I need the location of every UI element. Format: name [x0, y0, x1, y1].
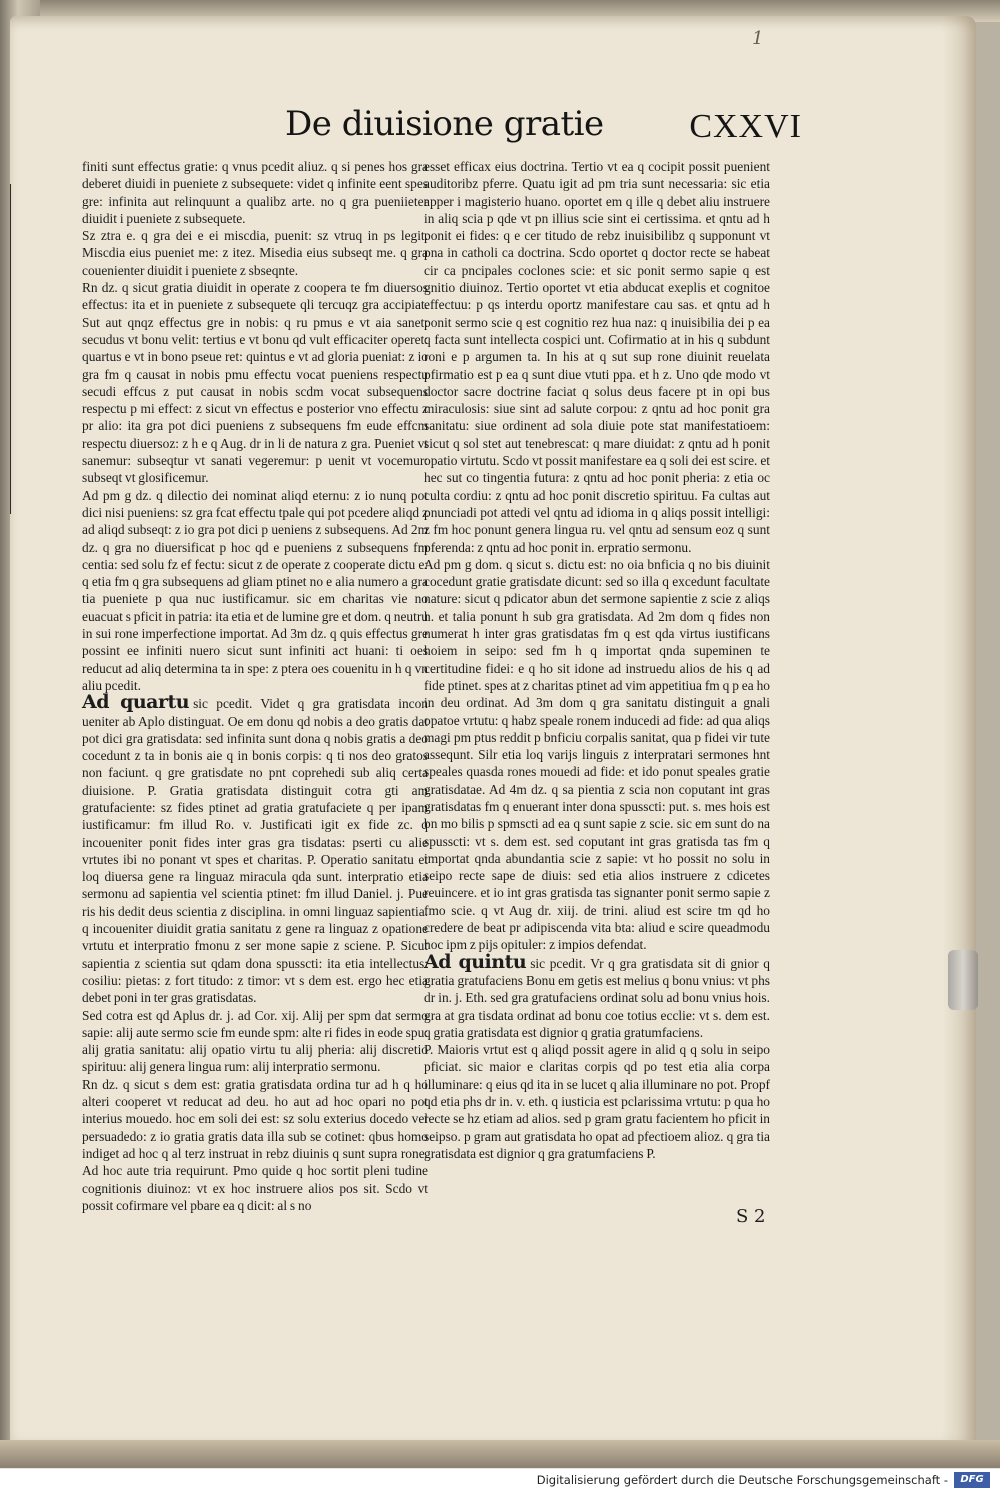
left-paragraph-6: Sed cotra est qd Aplus dr. j. ad Cor. xij. Alij per spm dat sermo sapie: alij aute sermo scie fm eunde spm: alte ri fides in eode spu: alij gratia sanitatu: alij opatio virtu tu alij pheria: alij discretio spirituu: alij genera lingua rum: alij interpratio sermonu. [82, 1007, 428, 1075]
article-four [82, 691, 429, 1006]
right-paragraph-3: sic pcedit. Vr q gra gratisdata sit di gnior q gratia gratufaciens Bonu em getis est melius q bonu vnius: vt phs dr in. j. Eth. sed gra gratufaciens ordinat solu ad bonu vnius hois. gra at gra tisdata ordinat ad bonu coe totius ecclie: vt s. dem est. q gratia gratisdata est dignior q gratia gratumfaciens. [424, 955, 770, 1040]
right-column [424, 158, 770, 1162]
section-title-ad-quartum: Ad quartu [82, 691, 190, 714]
dfg-logo: DFG [954, 1472, 990, 1488]
folio-number: CXXVI [689, 108, 802, 145]
right-paragraph-1: esset efficax eius doctrina. Tertio vt ea q cocipit possit puenient auditoribz pferre. Quatu igit ad pm tria sunt necessaria: sic etia apper i magisterio huano. oportet em q ille q debet aliu instruere in aliq scia p qde vt pn illius scie sint ei certissima. et qntu ad h ponit ei fides: q e cer titudo de rebz inuisibilibz q supponunt vt pna in catholi ca doctrina. Scdo oportet q doctor recte se habeat cir ca pncipales coclones scie: et sic ponit sermo sapie q est gnitio diuinoz. Tertio oportet vt etia abducat exeplis et cognitoe effectuu: p qs interdu oportz manifestare cau sas. et qntu ad h ponit sermo scie q est cognitio rez hua naz: q inuisibilia dei p ea q facta sunt intellecta cospici unt. Cofirmatio at in his q subdunt roni e p argumen ta. In his at q sut sup rone diuinit reuelata pfirmatio est p ea q sunt diue vtuti ppa. et h z. Uno qde modo vt doctor sacre doctrine faciat q solus deus facere pt in opi bus miraculosis: siue sint ad salute corpou: z qntu ad hoc ponit gra sanitatu: siue ordinent ad sola diuie pote stat manifestatioem: sicut q sol stet aut tenebrescat: q mare diuidat: z qntu ad h ponit opatio virtutu. Scdo vt possit manifestare ea q soli dei est scire. et hec sut co tingentia futura: z qntu ad hoc ponit pheria: z etia oc culta cordiu: z qntu ad hoc ponit discretio spirituu. Fa cultas aut pnunciadi pot attedi vel qntu ad idioma in q aliqs possit intelligi: z fm hoc ponunt genera lingua ru. vel qntu ad sensum eoz q sunt pferenda: z qntu ad hoc ponit in. erpratio sermonu. [424, 159, 770, 555]
right-paragraph-4: P. Maioris vrtut est q aliqd possit agere in alid q q solu in seipo pficiat. sic maior e claritas corpis qd po test etia alia corpa illuminare: q eius qd ita in se lucet q alia illuminare no pot. Propf qd etia phs dr in. v. eth. q iusticia est pclarissima vrtutu: p qua ho recte se hz etiam ad alios. sed p gram gratu facientem ho pficit in seipso. p gram aut gratisdata ho opat ad pfectioem alioz. q gra tia gratisdata est dignior q gra gratumfaciens P. [424, 1042, 770, 1161]
left-paragraph-3: Rn dz. q sicut gratia diuidit in operate z coopera te fm diuersos effectus: ita et in pueniete z subsequete qli tercuqz gra accipiat. Sut aut qnqz effectus gre in nobis: q ru pmus e vt aia sanet: secudus vt bonu velit: tertius e vt bonu qd vult efficaciter operet: quartus e vt in bono pseue ret: quintus e vt ad gloria pueniat: z io gra fm q causat in nobis pmu effectu vocat pueniens respectu secudi effcus z put causat in nobis scdm vocat subsequens respectu p mi effect: z sicut vn effectus e posterior vno effectu z pr alio: ita gra pot dici pueniens z subsequens fm eude effcm respectu diuersoz: z h e q Aug. dr in li de natura z gra. Pueniet vt sanemur: subseqtur vt sanati vegeremur: p uenit vt vocemur: subseqt vt glosificemur. [82, 280, 428, 486]
handwritten-page-mark: 1 [752, 28, 764, 49]
left-paragraph-7: Rn dz. q sicut s dem est: gratia gratisdata ordina tur ad h q ho alteri cooperet vt reducat ad deu. ho aut ad hoc opari no pot interius mouedo. hoc em soli dei est: sz solu exterius docedo vel persuadedo: z io gratia gratis data illa sub se cotinet: qbus homo indiget ad hoc q al terz instruat in rebz diuinis q sunt supra rone. Ad hoc aute tria requirunt. Pmo quide q hoc sortit pleni tudine cognitionis diuinoz: vt ex hoc instruere alios pos sit. Scdo vt possit cofirmare vel pbare ea q dicit: al s no [82, 1076, 428, 1213]
right-paragraph-2: Ad pm g dom. q sicut s. dictu est: no oia bnficia q no bis diuinit cocedunt gratie gratisdate dicunt: sed so illa q excedunt facultate nature: sicut q pdicator abun det sermone sapientie z scie z aliqs h. et talia ponunt h sub gra gratisdata. Ad 2m dom q fides non numerat h inter gras gratisdatas fm q est qda virtus iustificans hoiem in seipo: sed fm h q importat qnda supeminen te certitudine fidei: e q ho sit idone ad instruedu alios de his q ad fide ptinet. spes at z charitas ptinet ad vim appetitiua fm q p ea ho in deu ordinat. Ad 3m dom q gra sanitatu distinguit a gnali opatoe vrtutu: q habz speale ronem inducedi ad fide: ad qua aliqs magi pm ptus reddit p bnficiu corpalis sanitat, qua p fidei vir tute assequnt. Silr etia loq varijs linguis z interpratari sermones hnt speales quasda rones mouedi ad fide: et ido ponut speales gratie gratisdatae. Ad 4m dz. q sa pientia z scia non coputant int gras gratisdatas fm q enuerant inter dona spusscti: put. s. mes hois est bn mo bilis p spmscti ad ea q sunt sapie z scie. sic em sunt do na spusscti: vt s. dem est. sed coputant int gras gratisda tas fm q importat qnda abundantia scie z sapie: vt ho possit no solu in seipo recte sape de diuis: sed etia alios instruere z cdicetes reuincere. et io int gras gratisda tas signanter ponit sermo sapie z fmo scie. q vt Aug dr. xiij. de trini. aliud est scire tm qd ho credere de beat pr adipiscenda vita bta: aliud e scire queadmodu hoc ipm z pijs opituler: z impios defendat. [424, 556, 770, 953]
margin-rule [10, 184, 21, 514]
left-paragraph-1: finiti sunt effectus gratie: q vnus pcedit aliuz. q si penes hos gra deberet diuidi in pueniete z subsequete: videt q infinite eent spes gre: infinita aut relinquunt a qualibz arte. no q gra pueniieter diuidit i pueniete z subsequete. [82, 159, 428, 226]
left-column [82, 158, 428, 1214]
section-title-ad-quintum: Ad quintu [424, 950, 527, 973]
running-title: De diuisione gratie [285, 104, 604, 144]
page-shading [942, 16, 976, 1446]
article-five [424, 950, 770, 1041]
footer-bar [0, 1468, 1000, 1493]
funding-notice: Digitalisierung gefördert durch die Deutsche Forschungsgemeinschaft - [536, 1473, 948, 1487]
signature-mark: S 2 [736, 1206, 766, 1227]
left-paragraph-5: sic pcedit. Videt q gra gratisdata incon ueniter ab Aplo distinguat. Oe em donu qd nobis a deo gratis dat pot dici gra gratisdata: sed infinita sunt dona q nobis gratis a deo cocedunt z ta in bonis aie q in bonis corpis: q ti nos deo gratos non faciunt. q gre gratisdate no pnt coprehedi sub aliq certa diuisione. P. Gratia gratisdata distinguit cotra gti am gratufaciente: sz fides ptinet ad gratia gratufaciete q per ipam iustificamur: fm illud Ro. v. Justificati igit ex fide zc. q incoueniter ponit fides inter gras gra tisdatas: pserti cu alie vrtutes ibi no ponant vt spes et charitas. P. Operatio sanitatu et loq diuersa gene ra linguaz miracula qda sunt. interpratio etia sermonu ad sapientia vel scientia ptinet: fm illud Daniel. j. Pue ris his dedit deus scientia z disciplina. in omni linguaz sapientia. q incoueniter diuidit gratia sanitatu z gene ra linguaz z opatione vrtutu et interpratio fmonu z ser mone sapie z sciene. P. Sicut sapientia z scientia sut qdam dona spusscti: ita etia intellectus: cosiliu: pietas: z fort titudo: z timor: vt s dem est. ergo hec etia debet poni in ter gras gratisdatas. [82, 696, 429, 1006]
left-paragraph-4: Ad pm g dz. q dilectio dei nominat aliqd eternu: z io nunq pot dici nisi pueniens: sz gra fcat effectu tpale qui pot pcedere aliqd z ad aliqd subseqt: z io gra pot dici p ueniens z subsequens. Ad 2m dz. q gra no diuersificat p hoc qd e pueniens z subsequens fm centia: sed solu fz ef fectu: sicut z de operate z cooperate dictu e: q etia fm q gra subsequens ad gliam ptinet no e alia numero a gra tia pueniete p qua nuc iustificamur. sic em charitas vie no euacuat s pficit in patria: ita etia et de lumine gre et dom. q neutru in sui rone imperfectione importat. Ad 3m dz. q quis effectus gre possint ee infiniti nuero sicut sunt infiniti act huani: ti oes reducut ad aliq determina ta in spe: z ptera oes couenitu in h q vn aliu pcedit. [82, 487, 428, 693]
metal-clip [948, 950, 978, 1010]
left-paragraph-2: Sz ztra e. q gra dei e ei miscdia, puenit: sz vtruq in ps legit. Miscdia eius pueniet me: z itez. Misedia eius subseqt me. q gra couenienter diuidit i pueniete z sbseqnte. [82, 228, 428, 278]
book-bottom-edge [0, 1440, 1000, 1468]
